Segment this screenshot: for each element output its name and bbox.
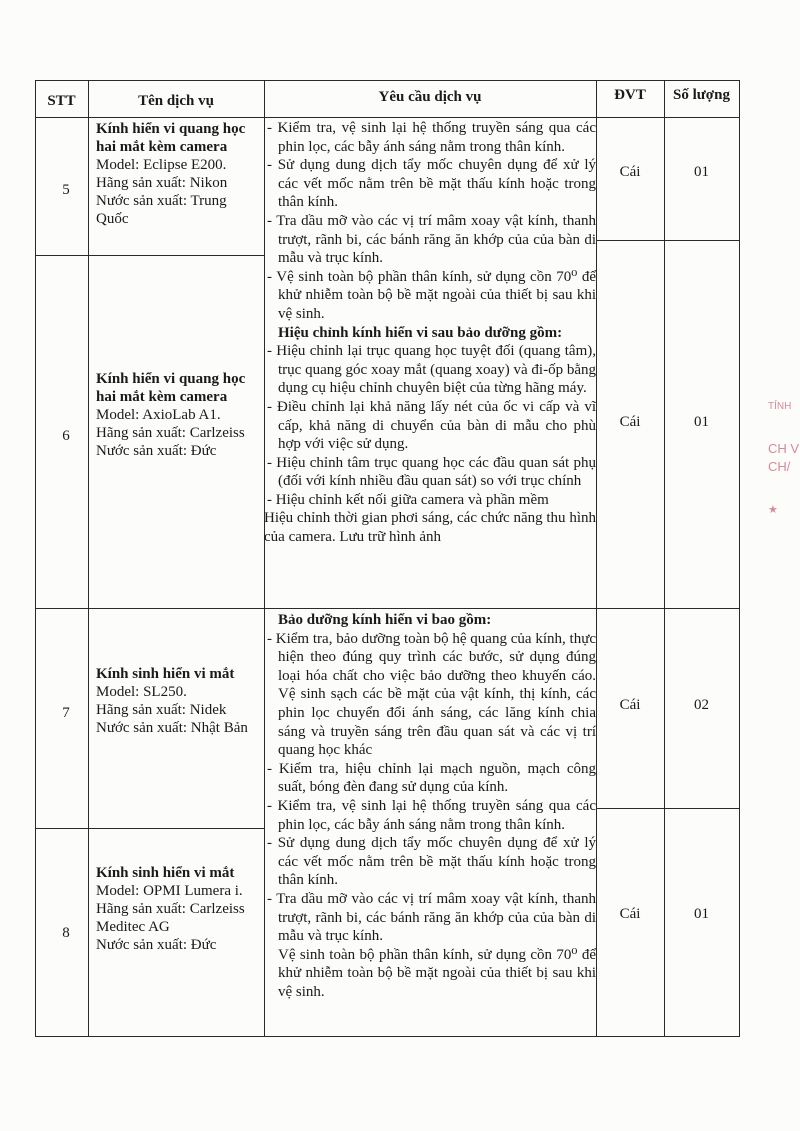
req-b-item: - Hiệu chỉnh kết nối giữa camera và phần mềm	[267, 491, 549, 508]
row-7-stt: 7	[62, 705, 70, 721]
row-7-model: Model: SL250.	[96, 684, 187, 700]
row-6-stt: 6	[62, 428, 70, 444]
req-b-title: Hiệu chỉnh kính hiển vi sau bảo dưỡng gồm:	[278, 324, 563, 341]
row-5-unit: Cái	[619, 164, 641, 180]
row-8-quantity: 01	[694, 906, 709, 922]
table-border-bottom	[35, 1036, 740, 1037]
row-5-origin: Nước sản xuất: Trung Quốc	[96, 193, 227, 227]
row-7-manufacturer: Hãng sản xuất: Nidek	[96, 702, 227, 718]
row-divider-6-7	[35, 608, 740, 609]
col-divider-unit	[664, 80, 665, 1037]
stamp-text: TỈNH	[768, 401, 792, 412]
req-c-item: - Tra dầu mỡ vào các vị trí mâm xoay vật kính, thanh trượt, rãnh bi, các bánh răng ăn khớp của của bàn di mẫu và trục kính.	[267, 890, 596, 945]
row-divider-5-6-left	[35, 255, 264, 256]
row-8-manufacturer: Hãng sản xuất: Carlzeiss Meditec AG	[96, 901, 245, 935]
req-c-title: Bảo dưỡng kính hiển vi bao gồm:	[278, 612, 492, 628]
requirements-block-a	[264, 119, 596, 547]
req-b-item: - Điều chỉnh lại khả năng lấy nét của ốc vi cấp và vĩ cấp, khả năng di chuyển của bàn di mẫu cho phù hợp với việc sử dụng.	[267, 398, 596, 453]
req-a-item: - Kiểm tra, vệ sinh lại hệ thống truyền sáng qua các phin lọc, các bẫy ánh sáng nằm trong thân kính.	[267, 120, 596, 155]
stamp-star-icon: ★	[768, 504, 778, 516]
requirements-block-c	[264, 611, 596, 1001]
row-5-title: Kính hiển vi quang học hai mắt kèm camera	[96, 121, 246, 155]
row-6-title: Kính hiển vi quang học hai mắt kèm camera	[96, 371, 246, 405]
row-6-model: Model: AxioLab A1.	[96, 407, 221, 423]
req-a-item: - Tra dầu mỡ vào các vị trí mâm xoay vật kính, thanh trượt, rãnh bi, các bánh răng ăn khớp của của bàn di mẫu và trục kính.	[267, 212, 596, 267]
req-c-item: - Kiểm tra, vệ sinh lại hệ thống truyền sáng qua các phin lọc, các bẫy ánh sáng nằm trong thân kính.	[267, 797, 596, 833]
row-8-stt: 8	[62, 925, 70, 941]
row-6-origin: Nước sản xuất: Đức	[96, 443, 217, 459]
row-5-service	[96, 120, 256, 228]
row-7-unit: Cái	[619, 697, 641, 713]
req-c-tail: Vệ sinh toàn bộ phần thân kính, sử dụng cồn 70⁰ để khử nhiễm toàn bộ bề mặt ngoài của thiết bị sau khi vệ sinh.	[278, 946, 596, 1000]
stamp-text: CH/	[768, 459, 791, 474]
partial-stamp	[760, 385, 800, 545]
header-stt: STT	[47, 93, 76, 109]
row-7-service	[96, 665, 256, 737]
row-5-manufacturer: Hãng sản xuất: Nikon	[96, 175, 228, 191]
header-requirements: Yêu cầu dịch vụ	[378, 89, 482, 105]
row-8-service	[96, 864, 256, 954]
row-6-service	[96, 370, 256, 460]
header-service-name: Tên dịch vụ	[138, 93, 214, 109]
req-b-item: - Hiệu chỉnh lại trục quang học tuyệt đối (quang tâm), trục quang góc xoay mắt (quang xoay) và đi-ốp bằng dụng cụ hiệu chỉnh chuyên biệt của từng hãng máy.	[267, 343, 596, 397]
req-a-item: - Sử dụng dung dịch tẩy mốc chuyên dụng để xử lý các vết mốc nằm trên bề mặt thấu kính hoặc trong thân kính.	[267, 157, 596, 211]
header-unit: ĐVT	[614, 87, 646, 103]
row-6-quantity: 01	[694, 414, 709, 430]
row-5-quantity: 01	[694, 164, 709, 180]
header-bottom-line	[35, 117, 740, 118]
req-c-item: - Kiểm tra, hiệu chỉnh lại mạch nguồn, mạch công suất, bóng đèn đang sử dụng của kính.	[267, 760, 596, 796]
table-border-top	[35, 80, 740, 81]
col-divider-requirements	[596, 80, 597, 1037]
row-7-origin: Nước sản xuất: Nhật Bản	[96, 720, 248, 736]
table-border-right	[739, 80, 740, 1037]
row-7-title: Kính sinh hiển vi mắt	[96, 666, 235, 682]
row-6-manufacturer: Hãng sản xuất: Carlzeiss	[96, 425, 245, 441]
row-7-quantity: 02	[694, 697, 709, 713]
row-divider-7-8-right	[596, 808, 740, 809]
req-b-item: - Hiệu chỉnh tâm trục quang học các đầu quan sát phụ (đối với kính nhiều đầu quan sát) so với trục chính	[267, 454, 596, 490]
row-divider-5-6-right	[596, 240, 740, 241]
col-divider-stt	[88, 80, 89, 1037]
req-c-item: - Kiểm tra, bảo dưỡng toàn bộ hệ quang của kính, thực hiện theo đúng quy trình các bước, sử dụng đúng loại hóa chất cho việc bảo dưỡng theo khuyến cáo. Vệ sinh sạch các bề mặt của vật kính, thị kính, các phin lọc chuyển đổi ánh sáng, các lăng kính chia sáng và truyền sáng trên đầu quan sát và các vị trí quang học khác	[267, 630, 596, 759]
req-a-item: - Vệ sinh toàn bộ phần thân kính, sử dụng cồn 70⁰ để khử nhiễm toàn bộ bề mặt ngoài của thiết bị sau khi vệ sinh.	[267, 268, 596, 322]
req-c-item: - Sử dụng dung dịch tẩy mốc chuyên dụng để xử lý các vết mốc nằm trên bề mặt thấu kính hoặc trong thân kính.	[267, 835, 596, 889]
row-8-model: Model: OPMI Lumera i.	[96, 883, 243, 899]
row-8-origin: Nước sản xuất: Đức	[96, 937, 217, 953]
req-b-tail: Hiệu chỉnh thời gian phơi sáng, các chức năng thu hình của camera. Lưu trữ hình ảnh	[264, 510, 596, 546]
row-8-unit: Cái	[619, 906, 641, 922]
stamp-text: CH V	[768, 441, 800, 456]
row-divider-7-8-left	[35, 828, 264, 829]
table-border-left	[35, 80, 36, 1037]
row-6-unit: Cái	[619, 414, 641, 430]
row-5-model: Model: Eclipse E200.	[96, 157, 227, 173]
header-quantity: Số lượng	[673, 87, 730, 103]
row-8-title: Kính sinh hiển vi mắt	[96, 865, 235, 881]
row-5-stt: 5	[62, 182, 70, 198]
